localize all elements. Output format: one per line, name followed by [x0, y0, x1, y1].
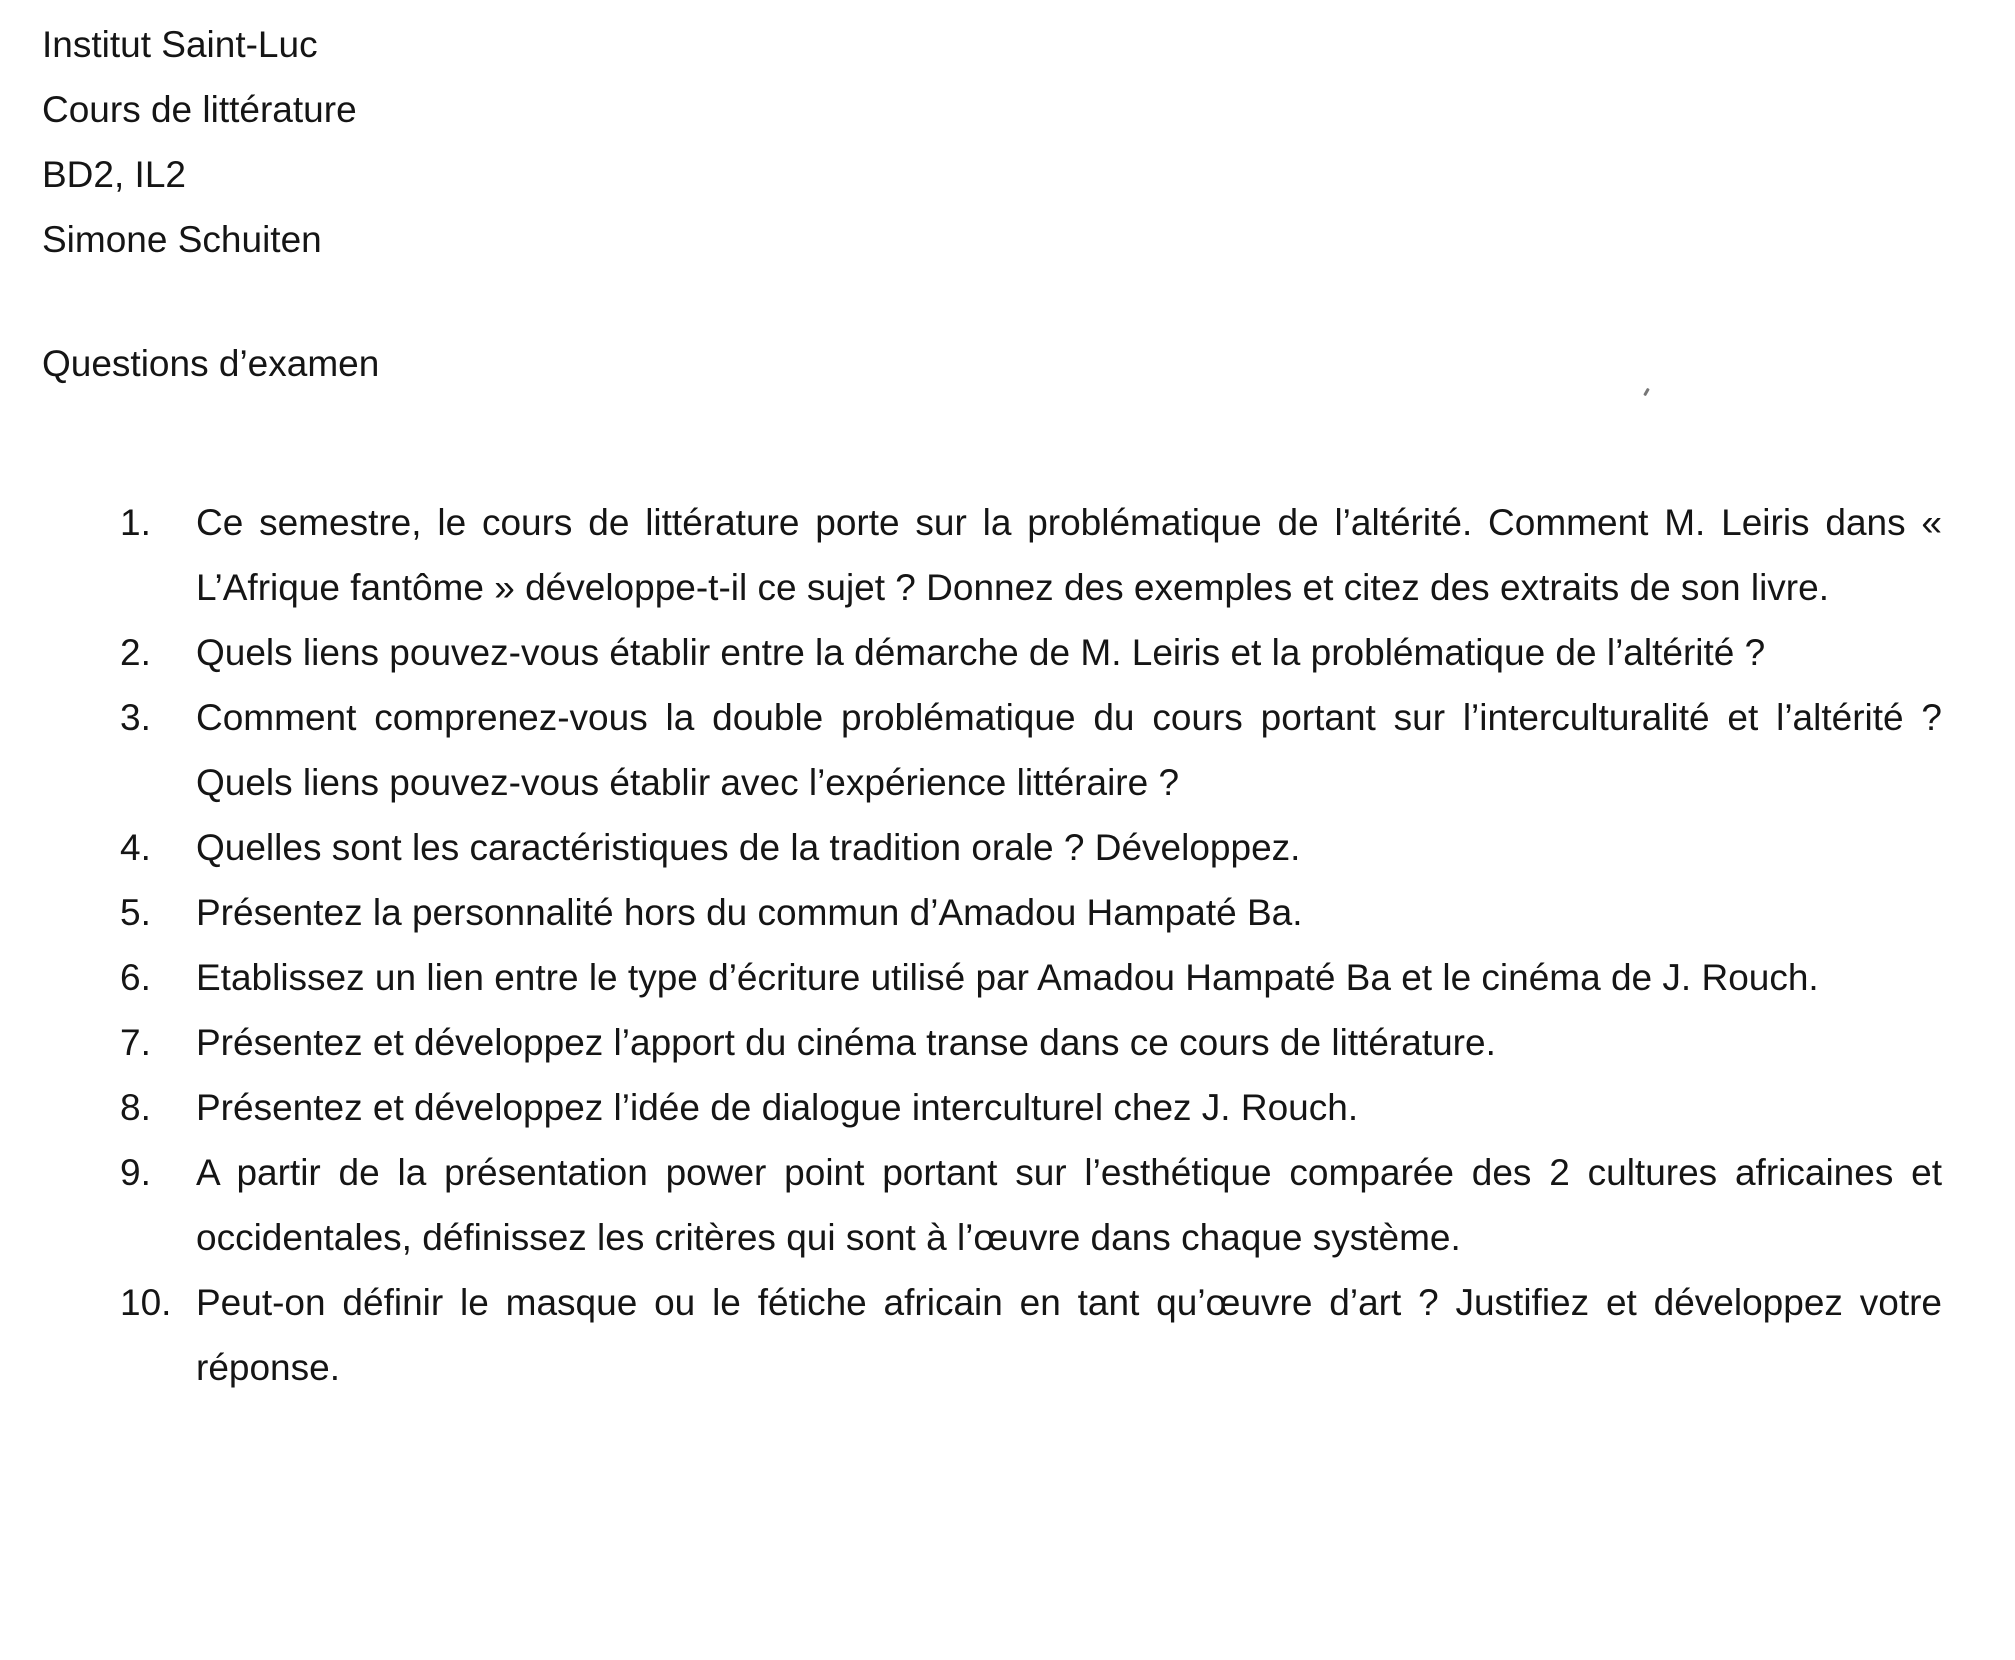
question-text: Présentez et développez l’idée de dialogue interculturel chez J. Rouch. [196, 1087, 1359, 1128]
question-number: 1. [120, 502, 151, 543]
teacher-name: Simone Schuiten [42, 219, 322, 260]
question-item [120, 1075, 1942, 1140]
question-number: 5. [120, 892, 151, 933]
question-item [120, 815, 1942, 880]
question-text: Peut-on définir le masque ou le fétiche africain en tant qu’œuvre d’art ? Justifiez et développez votre réponse. [196, 1282, 1942, 1388]
question-item [120, 685, 1942, 815]
question-text: Présentez et développez l’apport du cinéma transe dans ce cours de littérature. [196, 1022, 1496, 1063]
class-codes: BD2, IL2 [42, 154, 186, 195]
question-text: Présentez la personnalité hors du commun d’Amadou Hampaté Ba. [196, 892, 1303, 933]
document-header [42, 12, 942, 272]
question-number: 4. [120, 827, 151, 868]
question-text: Comment comprenez-vous la double problématique du cours portant sur l’interculturalité et l’altérité ? Quels liens pouvez-vous établir avec l’expérience littéraire ? [196, 697, 1942, 803]
question-item [120, 620, 1942, 685]
question-number: 8. [120, 1087, 151, 1128]
question-number: 10. [120, 1282, 172, 1323]
question-text: Ce semestre, le cours de littérature porte sur la problématique de l’altérité. Comment M. Leiris dans « L’Afrique fantôme » développe-t-il ce sujet ? Donnez des exemples et citez des extraits de son livre. [196, 502, 1942, 608]
question-text: Quels liens pouvez-vous établir entre la démarche de M. Leiris et la problématique de l’altérité ? [196, 632, 1766, 673]
question-number: 3. [120, 697, 151, 738]
question-text: Etablissez un lien entre le type d’écriture utilisé par Amadou Hampaté Ba et le cinéma de J. Rouch. [196, 957, 1819, 998]
question-list [120, 490, 1942, 1400]
question-number: 7. [120, 1022, 151, 1063]
question-text: A partir de la présentation power point portant sur l’esthétique comparée des 2 cultures africaines et occidentales, définissez les critères qui sont à l’œuvre dans chaque système. [196, 1152, 1942, 1258]
document-title: Questions d’examen [42, 343, 380, 384]
question-number: 6. [120, 957, 151, 998]
question-item [120, 1010, 1942, 1075]
question-item [120, 880, 1942, 945]
scan-speck [1643, 388, 1650, 396]
question-number: 2. [120, 632, 151, 673]
question-item [120, 945, 1942, 1010]
question-item [120, 1140, 1942, 1270]
question-item [120, 490, 1942, 620]
institution-name: Institut Saint-Luc [42, 24, 318, 65]
course-name: Cours de littérature [42, 89, 357, 130]
question-item [120, 1270, 1942, 1400]
question-number: 9. [120, 1152, 151, 1193]
question-text: Quelles sont les caractéristiques de la tradition orale ? Développez. [196, 827, 1301, 868]
